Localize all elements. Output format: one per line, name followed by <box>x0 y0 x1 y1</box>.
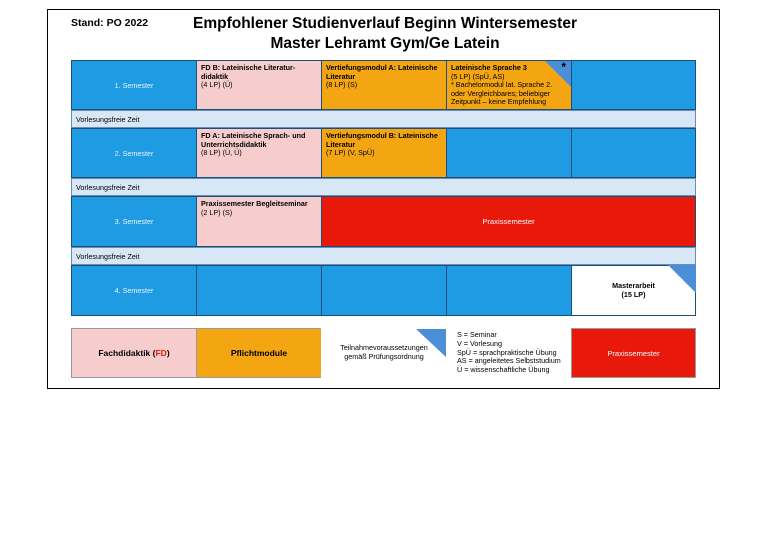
prerequisite-marker-icon <box>416 329 446 357</box>
empty-slot <box>571 60 696 110</box>
break-row: Vorlesungsfreie Zeit <box>71 247 696 265</box>
module-detail: (15 LP) <box>621 289 646 299</box>
legend-fachdidaktik-fd: FD <box>155 348 167 358</box>
module-detail: (5 LP) (SpÜ, AS) <box>451 71 505 81</box>
legend-praxissemester: Praxissemester <box>571 328 696 378</box>
page-title: Empfohlener Studienverlauf Beginn Wintersemester <box>193 15 577 32</box>
module-vertiefung-b <box>321 128 447 178</box>
module-praxissemester: Praxissemester <box>321 196 696 247</box>
module-title: Praxissemester Begleitseminar <box>201 199 308 208</box>
empty-slot <box>196 265 322 316</box>
abbreviation-item: AS = angeleitetes Selbststudium <box>457 356 561 366</box>
module-note: * Bachelormodul lat. Sprache 2. oder Vergleichbares; beliebiger Zeitpunkt – keine Empfehlung <box>451 80 553 107</box>
version-stamp: Stand: PO 2022 <box>71 17 149 29</box>
prerequisite-marker <box>668 265 696 293</box>
legend-fachdidaktik <box>71 328 197 378</box>
break-row: Vorlesungsfreie Zeit <box>71 178 696 196</box>
module-lateinische-sprache-3 <box>446 60 572 110</box>
semester-label-1: 1. Semester <box>71 60 197 110</box>
legend-fachdidaktik-prefix: Fachdidaktik ( <box>98 348 156 358</box>
module-title: Vertiefungsmodul A: Lateinische Literatur <box>326 63 438 81</box>
module-fd-a <box>196 128 322 178</box>
empty-slot <box>446 265 572 316</box>
module-title: Vertiefungsmodul B: Lateinische Literatur <box>326 131 438 149</box>
legend-pflichtmodule: Pflichtmodule <box>196 328 322 378</box>
module-title: FD A: Lateinische Sprach- und Unterrichtsdidaktik <box>201 131 306 149</box>
semester-label-3: 3. Semester <box>71 196 197 247</box>
module-detail: (8 LP) (Ü, Ü) <box>201 148 242 158</box>
legend-teilnahme <box>321 328 447 378</box>
module-detail: (7 LP) (V, SpÜ) <box>326 148 375 158</box>
abbreviation-item: SpÜ = sprachpraktische Übung <box>457 347 557 357</box>
break-row: Vorlesungsfreie Zeit <box>71 110 696 128</box>
module-title: Lateinische Sprache 3 <box>451 63 527 72</box>
semester-label-4: 4. Semester <box>71 265 197 316</box>
module-detail: (2 LP) (S) <box>201 207 233 217</box>
module-detail: (4 LP) (Ü) <box>201 80 233 90</box>
module-masterarbeit <box>571 265 696 316</box>
module-vertiefung-a <box>321 60 447 110</box>
abbreviation-item: Ü = wissenschaftliche Übung <box>457 365 550 375</box>
module-title: FD B: Lateinische Literatur-didaktik <box>201 63 296 81</box>
prerequisite-marker <box>544 60 572 88</box>
empty-slot <box>571 128 696 178</box>
module-praxissemester-begleitseminar <box>196 196 322 247</box>
empty-slot <box>321 265 447 316</box>
page-subtitle: Master Lehramt Gym/Ge Latein <box>270 35 500 52</box>
module-detail: (8 LP) (S) <box>326 80 358 90</box>
empty-slot <box>446 128 572 178</box>
module-fd-b <box>196 60 322 110</box>
legend-teilnahme-text: Teilnahmevoraussetzungen gemäß Prüfungsordnung <box>340 343 428 361</box>
module-title: Masterarbeit <box>612 280 655 290</box>
legend-abbreviations <box>446 328 572 378</box>
abbreviation-item: S = Seminar <box>457 330 497 339</box>
abbreviation-item: V = Vorlesung <box>457 338 502 348</box>
legend-fachdidaktik-suffix: ) <box>166 348 170 358</box>
semester-label-2: 2. Semester <box>71 128 197 178</box>
star-icon: * <box>561 60 566 74</box>
